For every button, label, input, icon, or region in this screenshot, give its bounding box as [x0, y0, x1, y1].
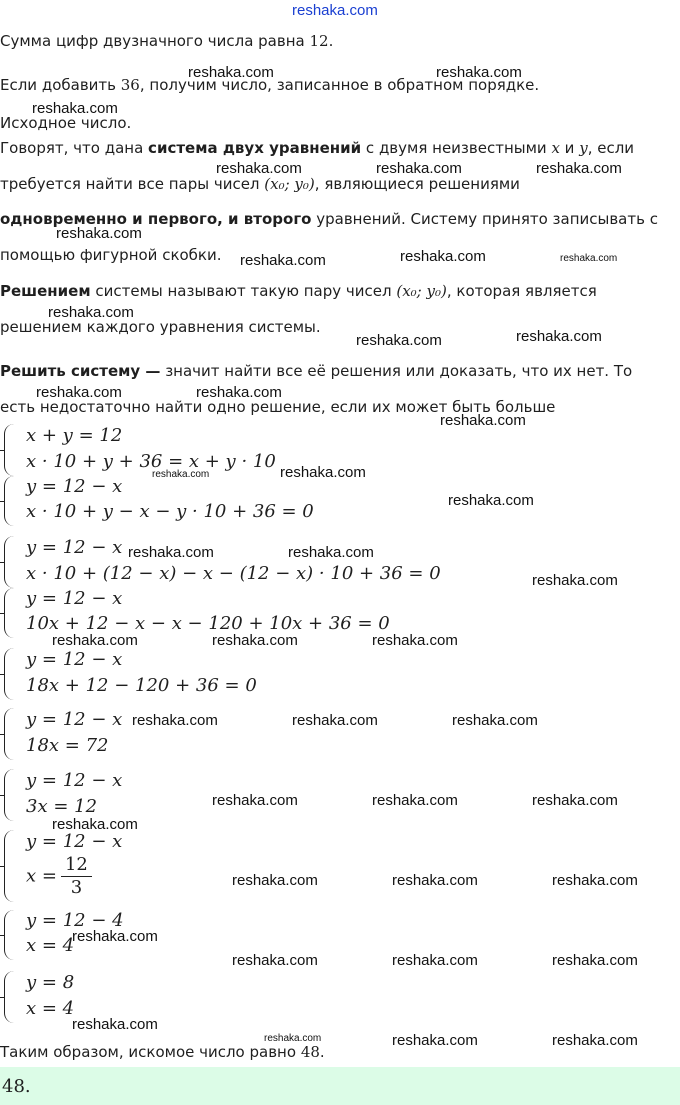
brace — [4, 648, 15, 700]
site-header-link[interactable]: reshaka.com — [292, 2, 378, 19]
watermark: reshaka.com — [292, 712, 378, 729]
watermark: reshaka.com — [52, 632, 138, 649]
equation-line: x = 4 — [26, 935, 75, 956]
fraction-numerator: 12 — [61, 854, 92, 877]
watermark: reshaka.com — [448, 492, 534, 509]
watermark: reshaka.com — [240, 252, 326, 269]
intro-line-3: Исходное число. — [0, 114, 132, 132]
watermark: reshaka.com — [436, 64, 522, 81]
brace — [4, 588, 15, 638]
watermark: reshaka.com — [48, 304, 134, 321]
equation-line: x · 10 + y − x − y · 10 + 36 = 0 — [26, 501, 314, 522]
watermark: reshaka.com — [440, 412, 526, 429]
brace — [4, 910, 15, 960]
equation-line: y = 12 − x — [26, 770, 123, 791]
watermark: reshaka.com — [232, 872, 318, 889]
equation-line: 18x = 72 — [26, 735, 109, 756]
equation-line: y = 12 − x — [26, 649, 123, 670]
brace — [4, 830, 15, 902]
equation-line: y = 12 − x — [26, 537, 123, 558]
theory-line-5: Решением системы называют такую пару чисел (x₀; y₀), которая является — [0, 282, 597, 300]
equation-line: x · 10 + (12 − x) − x − (12 − x) · 10 + 36 = 0 — [26, 563, 441, 584]
brace — [4, 769, 15, 821]
watermark: reshaka.com — [356, 332, 442, 349]
theory-line-8: есть недостаточно найти одно решение, если их может быть больше — [0, 398, 556, 416]
watermark: reshaka.com — [400, 248, 486, 265]
watermark: reshaka.com — [552, 872, 638, 889]
watermark: reshaka.com — [392, 1032, 478, 1049]
watermark: reshaka.com — [288, 544, 374, 561]
theory-line-4: помощью фигурной скобки. — [0, 246, 222, 264]
watermark: reshaka.com — [188, 64, 274, 81]
watermark: reshaka.com — [392, 872, 478, 889]
watermark: reshaka.com — [552, 952, 638, 969]
equation-line: x = 4 — [26, 998, 75, 1019]
equation-line: 3x = 12 — [26, 796, 98, 817]
watermark: reshaka.com — [72, 1016, 158, 1033]
watermark: reshaka.com — [372, 792, 458, 809]
watermark: reshaka.com — [552, 1032, 638, 1049]
answer-box — [0, 1067, 680, 1105]
watermark: reshaka.com — [196, 384, 282, 401]
equation-line: y = 12 − x — [26, 588, 123, 609]
watermark: reshaka.com — [216, 160, 302, 177]
fraction — [61, 854, 92, 899]
watermark: reshaka.com — [128, 544, 214, 561]
watermark: reshaka.com — [376, 160, 462, 177]
equation-line: 10x + 12 − x − x − 120 + 10x + 36 = 0 — [26, 613, 390, 634]
equation-line: x · 10 + y + 36 = x + y · 10 — [26, 451, 276, 472]
equation-line: y = 12 − x — [26, 709, 123, 730]
equation-line: x + y = 12 — [26, 425, 123, 446]
watermark: reshaka.com — [212, 632, 298, 649]
watermark: reshaka.com — [532, 572, 618, 589]
watermark: reshaka.com — [212, 792, 298, 809]
watermark: reshaka.com — [372, 632, 458, 649]
brace — [4, 424, 15, 476]
watermark: reshaka.com — [516, 328, 602, 345]
equation-line: y = 8 — [26, 972, 75, 993]
watermark: reshaka.com — [536, 160, 622, 177]
watermark: reshaka.com — [52, 816, 138, 833]
brace — [4, 476, 15, 526]
fraction-denominator: 3 — [70, 877, 83, 898]
intro-line-2: Если добавить 36, получим число, записанное в обратном порядке. — [0, 76, 540, 94]
conclusion-line: Таким образом, искомое число равно 48. — [0, 1043, 325, 1061]
brace — [4, 708, 15, 760]
watermark: reshaka.com — [32, 100, 118, 117]
watermark: reshaka.com — [452, 712, 538, 729]
theory-line-7: Решить систему — значит найти все её решения или доказать, что их нет. То — [0, 362, 633, 380]
watermark: reshaka.com — [560, 253, 618, 264]
watermark: reshaka.com — [232, 952, 318, 969]
equation-line: y = 12 − x — [26, 476, 123, 497]
theory-line-2: требуется найти все пары чисел (x₀; y₀), являющиеся решениями — [0, 175, 520, 193]
intro-line-1: Сумма цифр двузначного числа равна 12. — [0, 32, 334, 50]
brace — [4, 971, 15, 1023]
watermark: reshaka.com — [132, 712, 218, 729]
theory-line-3: одновременно и первого, и второго уравнений. Систему принято записывать с — [0, 210, 658, 228]
watermark: reshaka.com — [532, 792, 618, 809]
watermark: reshaka.com — [392, 952, 478, 969]
watermark: reshaka.com — [264, 1033, 322, 1044]
watermark: reshaka.com — [280, 464, 366, 481]
watermark: reshaka.com — [36, 384, 122, 401]
brace — [4, 536, 15, 588]
equation-line-fraction: x = $\frac{12}{3}$ — [26, 854, 92, 899]
theory-line-1: Говорят, что дана система двух уравнений с двумя неизвестными x и y, если — [0, 139, 635, 157]
theory-line-6: решением каждого уравнения системы. — [0, 318, 321, 336]
equation-line: y = 12 − x — [26, 831, 123, 852]
equation-line: y = 12 − 4 — [26, 910, 124, 931]
equation-line: 18x + 12 − 120 + 36 = 0 — [26, 675, 257, 696]
watermark: reshaka.com — [72, 928, 158, 945]
answer-value: 48. — [2, 1076, 31, 1097]
watermark: reshaka.com — [56, 225, 142, 242]
watermark: reshaka.com — [152, 469, 210, 480]
